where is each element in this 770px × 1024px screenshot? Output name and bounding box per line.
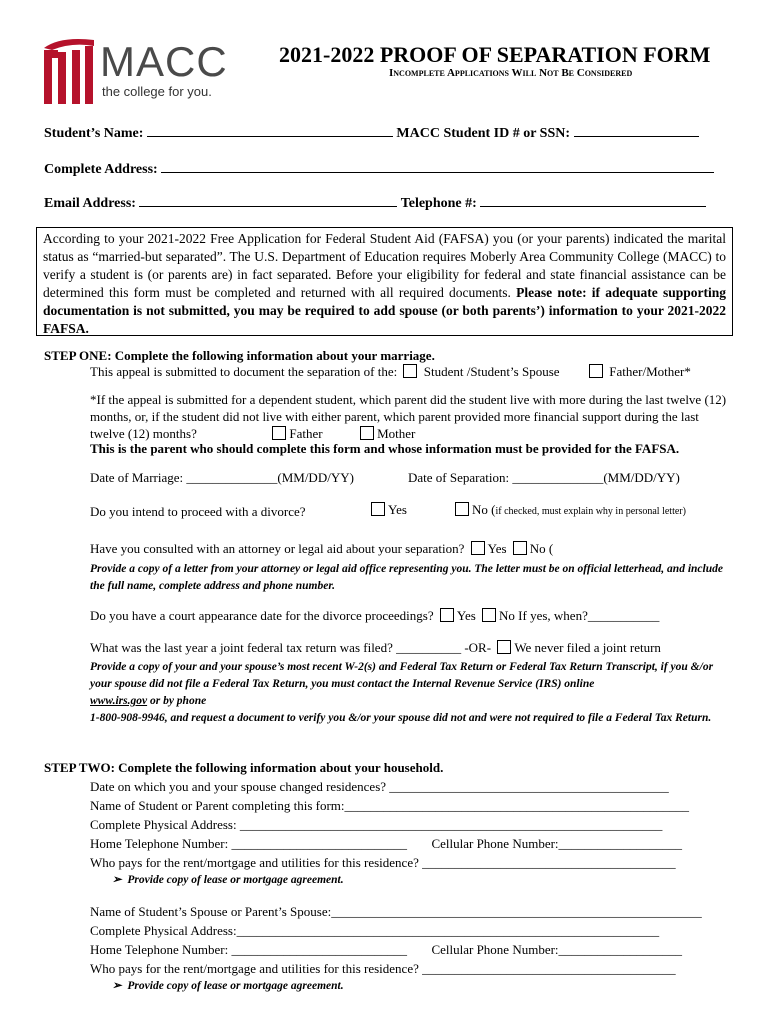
never-filed-label: We never filed a joint return [514,640,661,655]
address-label: Complete Address: [44,162,158,177]
phone-row [90,834,689,853]
tax-note-3: 1-800-908-9946, and request a document to verify you &/or your spouse did not and were not required to file a Federal Tax Return. [90,712,712,724]
tax-note-1: Provide a copy of your and your spouse’s most recent W-2(s) and Federal Tax Return or Federal Tax Return Transcript, if you &/or your spouse did not file a Federal Tax Return, you must contact the Internal Revenue Service (IRS) online [90,661,714,690]
divorce-no-checkbox[interactable] [455,502,469,516]
attorney-no-label: No ( [529,541,554,556]
macc-logo-icon [42,36,96,106]
marriage-date-field[interactable]: Date of Marriage: ______________(MM/DD/YY) [90,470,354,485]
student-id-label: MACC Student ID # or SSN: [396,126,571,141]
step-one-heading: STEP ONE: Complete the following information about your marriage. [44,348,435,363]
divorce-no-label: No ( [472,502,496,517]
spouse-rent-field[interactable]: Who pays for the rent/mortgage and utilities for this residence? _______________________________________ [90,961,676,976]
home-phone-field[interactable]: Home Telephone Number: ___________________________ [90,836,407,851]
spouse-address-field[interactable]: Complete Physical Address:_________________________________________________________________ [90,923,660,938]
appeal-row [90,364,691,380]
address-row [44,160,714,178]
rent-field[interactable]: Who pays for the rent/mortgage and utilities for this residence? _______________________________________ [90,855,676,870]
student-name-row [44,124,699,142]
mother-label: Mother [377,426,416,441]
student-spouse-label: Student /Student’s Spouse [423,364,560,379]
logo-name: MACC [100,38,228,85]
attorney-question: Have you consulted with an attorney or legal aid about your separation? [90,541,465,556]
spouse-lease-note [112,978,344,992]
court-no-checkbox[interactable] [482,608,496,622]
dependent-note [90,391,730,442]
court-row [90,608,659,624]
divorce-yes-checkbox[interactable] [371,502,385,516]
never-filed-checkbox[interactable] [497,640,511,654]
telephone-field[interactable] [480,194,706,207]
dependent-note-text: *If the appeal is submitted for a dependent student, which parent did the student live with more during the last twelve (12) months, or, if the student did not live with either parent, which parent provided more financial support during the last twelve (12) months? [90,392,727,441]
email-field[interactable] [139,194,397,207]
divorce-yes [368,502,407,518]
father-mother-label: Father/Mother* [609,364,691,379]
changed-residence-field[interactable]: Date on which you and your spouse changed residences? ___________________________________________ [90,779,669,794]
spouse-lease-note-text: Provide copy of lease or mortgage agreement. [127,980,344,992]
father-mother-checkbox[interactable] [589,364,603,378]
logo-tagline: the college for you. [102,84,212,99]
tax-row [90,640,661,656]
telephone-label: Telephone #: [400,196,477,211]
spouse-fields [90,902,702,978]
court-question: Do you have a court appearance date for the divorce proceedings? [90,608,434,623]
attorney-row [90,541,553,557]
court-yes-checkbox[interactable] [440,608,454,622]
spouse-phone-row [90,940,702,959]
lease-note-text: Provide copy of lease or mortgage agreement. [127,874,344,886]
irs-link[interactable]: www.irs.gov [90,695,148,707]
macc-logo [42,36,228,106]
tax-question: What was the last year a joint federal tax return was filed? __________ -OR- [90,640,492,655]
attorney-yes-checkbox[interactable] [471,541,485,555]
divorce-no [452,502,686,518]
intro-text: According to your 2021-2022 Free Application for Federal Student Aid (FAFSA) you (or your parents) indicated the marital status as “married-but separated”. The U.S. Department of Education requires Moberly Area Community College (MACC) to verify a student is (or parents are) in fact separated. Before your eligibility for federal and state financial assistance can be determined this form must be completed and returned with all required documents. [43,231,726,300]
separation-date-field[interactable]: Date of Separation: ______________(MM/DD/YY) [408,470,680,485]
student-name-field[interactable] [147,124,393,137]
intro-note: Please note: if adequate supporting documentation is not submitted, you may be required to add spouse (or both parents’) information to your 2021-2022 FAFSA. [43,285,726,336]
parent-bold-note: This is the parent who should complete this form and whose information must be provided for the FAFSA. [90,441,680,456]
spouse-cell-phone-field[interactable]: Cellular Phone Number:___________________ [431,942,683,957]
student-name-label: Student’s Name: [44,126,144,141]
address-field[interactable] [161,160,714,173]
page-subtitle: Incomplete Applications Will Not Be Considered [389,67,633,79]
spouse-home-phone-field[interactable]: Home Telephone Number: ___________________________ [90,942,407,957]
spouse-name-field[interactable]: Name of Student’s Spouse or Parent’s Spouse:_________________________________________________________ [90,904,702,919]
divorce-yes-label: Yes [388,502,407,517]
cell-phone-field[interactable]: Cellular Phone Number:___________________ [431,836,683,851]
attorney-yes-label: Yes [487,541,507,556]
mother-checkbox[interactable] [360,426,374,440]
email-row [44,194,706,212]
student-spouse-checkbox[interactable] [403,364,417,378]
physical-address-field[interactable]: Complete Physical Address: _________________________________________________________________ [90,817,663,832]
attorney-no-checkbox[interactable] [513,541,527,555]
arrow-bullet-icon: ➢ [112,980,122,992]
household-fields [90,777,689,872]
divorce-no-note: if checked, must explain why in personal letter) [495,506,686,517]
student-id-field[interactable] [574,124,699,137]
court-yes-label: Yes [456,608,476,623]
court-no-when-label: No If yes, when?___________ [499,608,660,623]
page-title: 2021-2022 PROOF OF SEPARATION FORM [279,42,711,67]
father-checkbox[interactable] [272,426,286,440]
tax-note-2: or by phone [147,695,207,707]
lease-note [112,872,344,886]
arrow-bullet-icon: ➢ [112,874,122,886]
father-label: Father [289,426,323,441]
email-label: Email Address: [44,196,136,211]
attorney-note: Provide a copy of a letter from your attorney or legal aid office representing you. The letter must be on official letterhead, and include the full name, complete address and phone number. [90,563,723,592]
tax-note [90,659,730,727]
student-parent-name-field[interactable]: Name of Student or Parent completing this form:_____________________________________________________ [90,798,690,813]
intro-box [36,227,733,336]
step-two-heading: STEP TWO: Complete the following information about your household. [44,760,444,775]
appeal-label: This appeal is submitted to document the separation of the: [90,364,398,379]
divorce-question: Do you intend to proceed with a divorce? [90,504,306,519]
